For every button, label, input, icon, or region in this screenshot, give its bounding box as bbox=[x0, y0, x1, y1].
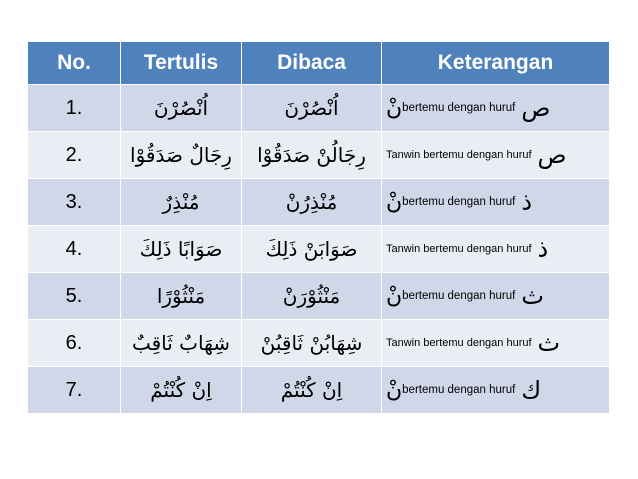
huruf-glyph: ص bbox=[521, 94, 551, 122]
header-dibaca: Dibaca bbox=[242, 42, 382, 85]
header-keterangan: Keterangan bbox=[382, 42, 610, 85]
row-number: 3. bbox=[28, 179, 121, 226]
keterangan-cell bbox=[382, 273, 610, 320]
row-number: 1. bbox=[28, 85, 121, 132]
tertulis-cell: مَنْثُوْرًا bbox=[121, 273, 242, 320]
table-row bbox=[28, 367, 610, 414]
dibaca-cell: شِهَابُنْ ثَاقِبُنْ bbox=[242, 320, 382, 367]
dibaca-cell: اِنْ كُنْتُمْ bbox=[242, 367, 382, 414]
keterangan-text: Tanwin bertemu dengan huruf bbox=[386, 337, 532, 349]
row-number: 2. bbox=[28, 132, 121, 179]
table-row bbox=[28, 132, 610, 179]
row-number: 4. bbox=[28, 226, 121, 273]
header-no: No. bbox=[28, 42, 121, 85]
tanwin-table bbox=[27, 41, 610, 414]
keterangan-text: bertemu dengan huruf bbox=[402, 196, 516, 208]
nun-sukun-glyph: نْ bbox=[386, 283, 403, 309]
tertulis-cell: شِهَابٌ ثَاقِبٌ bbox=[121, 320, 242, 367]
huruf-glyph: ص bbox=[537, 141, 567, 169]
nun-sukun-glyph: نْ bbox=[386, 377, 403, 403]
huruf-glyph: ك bbox=[521, 376, 542, 404]
dibaca-cell: اُنْصُرْنَ bbox=[242, 85, 382, 132]
table-row bbox=[28, 273, 610, 320]
dibaca-cell: رِجَالُنْ صَدَقُوْا bbox=[242, 132, 382, 179]
huruf-glyph: ث bbox=[521, 282, 544, 310]
dibaca-cell: صَوَابَنْ ذَلِكَ bbox=[242, 226, 382, 273]
tertulis-cell: اُنْصُرْنَ bbox=[121, 85, 242, 132]
dibaca-cell: مُنْذِرُنْ bbox=[242, 179, 382, 226]
keterangan-cell bbox=[382, 132, 610, 179]
table-row bbox=[28, 85, 610, 132]
table-row bbox=[28, 226, 610, 273]
nun-sukun-glyph: نْ bbox=[386, 189, 403, 215]
table-header-row bbox=[28, 42, 610, 85]
keterangan-cell bbox=[382, 320, 610, 367]
table-row bbox=[28, 179, 610, 226]
row-number: 6. bbox=[28, 320, 121, 367]
keterangan-text: Tanwin bertemu dengan huruf bbox=[386, 149, 532, 161]
row-number: 7. bbox=[28, 367, 121, 414]
keterangan-cell bbox=[382, 85, 610, 132]
keterangan-text: bertemu dengan huruf bbox=[402, 290, 516, 302]
keterangan-text: bertemu dengan huruf bbox=[402, 102, 516, 114]
tertulis-cell: اِنْ كُنْتُمْ bbox=[121, 367, 242, 414]
keterangan-text: Tanwin bertemu dengan huruf bbox=[386, 243, 532, 255]
huruf-glyph: ذ bbox=[521, 188, 533, 216]
keterangan-cell bbox=[382, 367, 610, 414]
dibaca-cell: مَنْثُوْرَنْ bbox=[242, 273, 382, 320]
huruf-glyph: ث bbox=[537, 329, 561, 357]
table-row bbox=[28, 320, 610, 367]
tertulis-cell: صَوَابًا ذَلِكَ bbox=[121, 226, 242, 273]
keterangan-cell bbox=[382, 226, 610, 273]
nun-sukun-glyph: نْ bbox=[386, 95, 403, 121]
header-tertulis: Tertulis bbox=[121, 42, 242, 85]
tertulis-cell: مُنْذِرٌ bbox=[121, 179, 242, 226]
huruf-glyph: ذ bbox=[537, 235, 549, 263]
keterangan-text: bertemu dengan huruf bbox=[402, 384, 516, 396]
tertulis-cell: رِجَالٌ صَدَقُوْا bbox=[121, 132, 242, 179]
row-number: 5. bbox=[28, 273, 121, 320]
keterangan-cell bbox=[382, 179, 610, 226]
